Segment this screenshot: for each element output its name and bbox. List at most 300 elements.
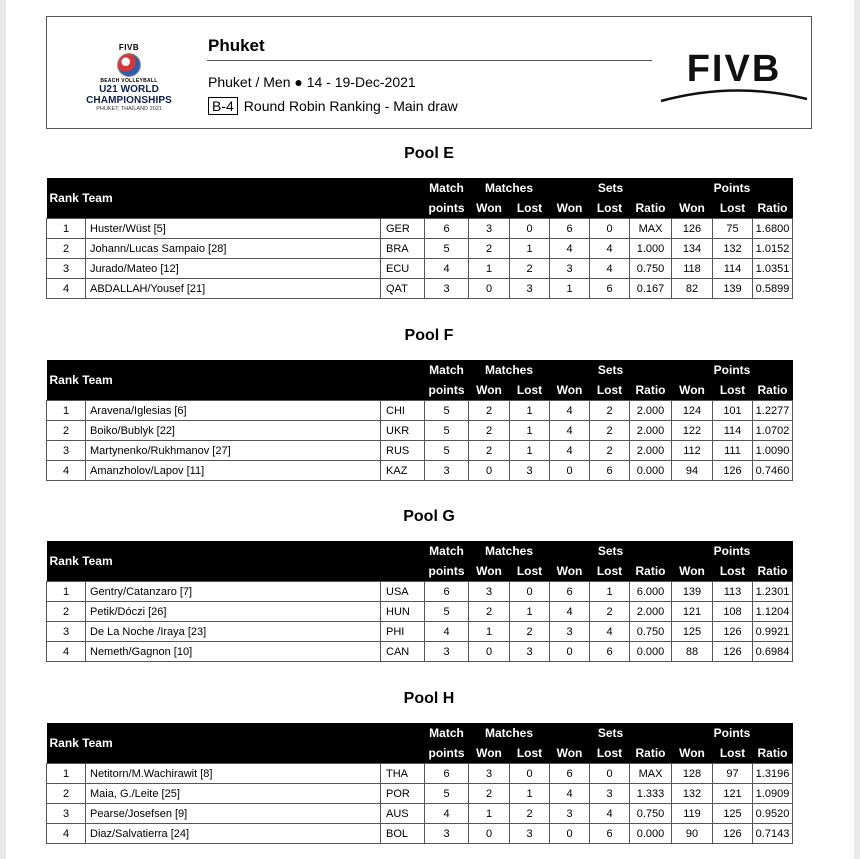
nat-header — [381, 178, 425, 219]
cell-pl: 108 — [713, 602, 753, 622]
cell-rank: 2 — [47, 421, 86, 441]
cell-team: Boiko/Bublyk [22] — [86, 421, 381, 441]
cell-team: Amanzholov/Lapov [11] — [86, 461, 381, 481]
event-logo-brand: FIVB — [118, 43, 140, 52]
cell-nat: POR — [381, 784, 425, 804]
cell-pw: 126 — [672, 219, 713, 239]
cell-mp: 5 — [425, 784, 469, 804]
rank-team-header — [47, 178, 381, 219]
sub-header-ratio: Ratio — [753, 743, 793, 764]
cell-pw: 128 — [672, 764, 713, 784]
rank-team-header — [47, 723, 381, 764]
cell-team: Jurado/Mateo [12] — [86, 259, 381, 279]
table-row — [47, 804, 833, 824]
table-row — [47, 239, 833, 259]
cell-sl: 4 — [590, 239, 630, 259]
cell-pw: 90 — [672, 824, 713, 844]
cell-sw: 1 — [550, 279, 590, 299]
match-header — [425, 360, 469, 380]
cell-pr: 0.9520 — [753, 804, 793, 824]
cell-sl: 3 — [590, 784, 630, 804]
cell-sl: 4 — [590, 622, 630, 642]
cell-sw: 3 — [550, 259, 590, 279]
cell-sr: MAX — [630, 219, 672, 239]
cell-pw: 132 — [672, 784, 713, 804]
sets-group-header: Sets — [550, 723, 672, 743]
cell-pr: 1.1204 — [753, 602, 793, 622]
cell-nat: USA — [381, 582, 425, 602]
cell-mp: 4 — [425, 259, 469, 279]
cell-pr: 1.2277 — [753, 401, 793, 421]
cell-nat: RUS — [381, 441, 425, 461]
nat-header — [381, 541, 425, 582]
cell-sl: 2 — [590, 421, 630, 441]
cell-mw: 3 — [469, 219, 510, 239]
cell-sl: 4 — [590, 804, 630, 824]
cell-mp: 6 — [425, 582, 469, 602]
cell-sr: 2.000 — [630, 441, 672, 461]
cell-rank: 3 — [47, 441, 86, 461]
cell-ml: 0 — [510, 582, 550, 602]
cell-pw: 125 — [672, 622, 713, 642]
cell-nat: BOL — [381, 824, 425, 844]
cell-team: Johann/Lucas Sampaio [28] — [86, 239, 381, 259]
cell-pl: 111 — [713, 441, 753, 461]
cell-sr: 1.000 — [630, 239, 672, 259]
cell-sl: 2 — [590, 602, 630, 622]
cell-ml: 1 — [510, 401, 550, 421]
sub-header-ratio: Ratio — [630, 561, 672, 582]
table-row — [47, 401, 833, 421]
cell-pl: 113 — [713, 582, 753, 602]
cell-mp: 4 — [425, 804, 469, 824]
cell-sw: 0 — [550, 824, 590, 844]
sub-header-lost: Lost — [713, 743, 753, 764]
rank-team-header — [47, 541, 381, 582]
cell-rank: 1 — [47, 219, 86, 239]
cell-pw: 122 — [672, 421, 713, 441]
cell-sw: 4 — [550, 441, 590, 461]
table-row — [47, 602, 833, 622]
cell-rank: 2 — [47, 602, 86, 622]
cell-rank: 2 — [47, 239, 86, 259]
cell-rank: 4 — [47, 461, 86, 481]
cell-mw: 1 — [469, 259, 510, 279]
cell-pw: 88 — [672, 642, 713, 662]
match-header-label: Match — [429, 543, 464, 558]
sub-header-won: Won — [672, 198, 713, 219]
cell-team: Diaz/Salvatierra [24] — [86, 824, 381, 844]
cell-sw: 3 — [550, 622, 590, 642]
cell-nat: ECU — [381, 259, 425, 279]
cell-sw: 0 — [550, 461, 590, 481]
cell-mp: 3 — [425, 824, 469, 844]
match-header-label: Match — [429, 725, 464, 740]
team-header: Team — [82, 554, 113, 568]
sub-header-lost: Lost — [713, 561, 753, 582]
cell-ml: 2 — [510, 804, 550, 824]
document-title: Round Robin Ranking - Main draw — [243, 98, 458, 114]
cell-ml: 1 — [510, 602, 550, 622]
cell-pw: 134 — [672, 239, 713, 259]
cell-mw: 2 — [469, 441, 510, 461]
cell-pr: 1.6800 — [753, 219, 793, 239]
cell-mp: 6 — [425, 219, 469, 239]
table-row — [47, 259, 833, 279]
cell-pl: 101 — [713, 401, 753, 421]
rank-team-header — [47, 360, 381, 401]
cell-nat: AUS — [381, 804, 425, 824]
cell-sw: 6 — [550, 764, 590, 784]
cell-pr: 1.3196 — [753, 764, 793, 784]
cell-mp: 5 — [425, 401, 469, 421]
cell-mp: 5 — [425, 602, 469, 622]
cell-pw: 118 — [672, 259, 713, 279]
cell-rank: 2 — [47, 784, 86, 804]
cell-team: Huster/Wüst [5] — [86, 219, 381, 239]
cell-sl: 6 — [590, 279, 630, 299]
table-row — [47, 461, 833, 481]
rank-header: Rank — [49, 554, 79, 568]
cell-sr: 2.000 — [630, 602, 672, 622]
cell-sr: 0.000 — [630, 461, 672, 481]
cell-team: Maia, G./Leite [25] — [86, 784, 381, 804]
cell-pr: 1.0351 — [753, 259, 793, 279]
match-header — [425, 723, 469, 743]
cell-rank: 4 — [47, 279, 86, 299]
table-row — [47, 441, 833, 461]
cell-pl: 125 — [713, 804, 753, 824]
cell-sw: 4 — [550, 421, 590, 441]
cell-rank: 3 — [47, 622, 86, 642]
cell-rank: 3 — [47, 804, 86, 824]
sub-header-won: Won — [672, 380, 713, 401]
rank-header: Rank — [49, 736, 79, 750]
points-group-header: Points — [672, 360, 793, 380]
cell-sr: 2.000 — [630, 401, 672, 421]
cell-sw: 0 — [550, 642, 590, 662]
matches-group-header: Matches — [469, 178, 550, 198]
sub-header-lost: Lost — [590, 198, 630, 219]
cell-ml: 0 — [510, 764, 550, 784]
cell-sw: 4 — [550, 602, 590, 622]
cell-sr: 2.000 — [630, 421, 672, 441]
cell-pw: 124 — [672, 401, 713, 421]
sub-header-lost: Lost — [510, 743, 550, 764]
match-header-label: Match — [429, 180, 464, 195]
points-header: points — [425, 743, 469, 764]
table-header-row-1 — [47, 178, 833, 198]
sub-header-ratio: Ratio — [630, 380, 672, 401]
cell-team: De La Noche /Iraya [23] — [86, 622, 381, 642]
pool-h-table — [46, 723, 833, 844]
cell-mp: 3 — [425, 279, 469, 299]
sub-header-won: Won — [672, 561, 713, 582]
cell-team: Pearse/Josefsen [9] — [86, 804, 381, 824]
cell-mw: 2 — [469, 602, 510, 622]
cell-pl: 139 — [713, 279, 753, 299]
cell-pl: 75 — [713, 219, 753, 239]
sub-header-lost: Lost — [510, 198, 550, 219]
cell-pr: 0.7460 — [753, 461, 793, 481]
fivb-logo-swoosh — [661, 90, 807, 101]
event-logo-line1: BEACH VOLLEYBALL — [100, 78, 158, 84]
cell-mp: 5 — [425, 441, 469, 461]
cell-mw: 2 — [469, 784, 510, 804]
title-divider — [207, 60, 652, 61]
matches-group-header: Matches — [469, 723, 550, 743]
pool-f-table — [46, 360, 833, 481]
cell-team: Netitorn/M.Wachirawit [8] — [86, 764, 381, 784]
cell-rank: 4 — [47, 824, 86, 844]
cell-team: Martynenko/Rukhmanov [27] — [86, 441, 381, 461]
points-group-header: Points — [672, 178, 793, 198]
match-header — [425, 541, 469, 561]
event-logo-location: PHUKET, THAILAND 2021 — [96, 106, 162, 112]
pool-g-table — [46, 541, 833, 662]
sub-header-lost: Lost — [713, 198, 753, 219]
cell-team: Nemeth/Gagnon [10] — [86, 642, 381, 662]
cell-ml: 2 — [510, 259, 550, 279]
pool-e-table — [46, 178, 833, 299]
sub-header-ratio: Ratio — [753, 380, 793, 401]
cell-mw: 0 — [469, 461, 510, 481]
cell-pl: 114 — [713, 421, 753, 441]
cell-sw: 3 — [550, 804, 590, 824]
sets-group-header: Sets — [550, 541, 672, 561]
cell-nat: BRA — [381, 239, 425, 259]
cell-sl: 4 — [590, 259, 630, 279]
cell-team: Gentry/Catanzaro [7] — [86, 582, 381, 602]
sub-header-ratio: Ratio — [630, 198, 672, 219]
cell-sr: 0.750 — [630, 804, 672, 824]
cell-sw: 6 — [550, 582, 590, 602]
cell-pl: 97 — [713, 764, 753, 784]
sub-header-lost: Lost — [590, 561, 630, 582]
cell-sl: 6 — [590, 461, 630, 481]
table-row — [47, 219, 833, 239]
cell-mw: 0 — [469, 824, 510, 844]
cell-mw: 1 — [469, 622, 510, 642]
cell-sr: 0.000 — [630, 642, 672, 662]
sub-header-won: Won — [469, 380, 510, 401]
cell-mw: 2 — [469, 239, 510, 259]
cell-nat: HUN — [381, 602, 425, 622]
rank-header: Rank — [49, 373, 79, 387]
cell-pr: 0.6984 — [753, 642, 793, 662]
cell-sl: 1 — [590, 582, 630, 602]
sub-header-won: Won — [469, 561, 510, 582]
cell-pl: 132 — [713, 239, 753, 259]
cell-pr: 1.0702 — [753, 421, 793, 441]
cell-sr: 0.750 — [630, 259, 672, 279]
cell-nat: KAZ — [381, 461, 425, 481]
sub-header-ratio: Ratio — [630, 743, 672, 764]
cell-nat: CHI — [381, 401, 425, 421]
cell-sr: 0.000 — [630, 824, 672, 844]
cell-sr: 0.167 — [630, 279, 672, 299]
cell-ml: 3 — [510, 461, 550, 481]
cell-pr: 1.0909 — [753, 784, 793, 804]
fivb-logo-text: FIVB — [686, 48, 782, 90]
sets-group-header: Sets — [550, 360, 672, 380]
matches-group-header: Matches — [469, 360, 550, 380]
cell-ml: 1 — [510, 441, 550, 461]
cell-sr: MAX — [630, 764, 672, 784]
cell-ml: 3 — [510, 824, 550, 844]
cell-pl: 114 — [713, 259, 753, 279]
pool-e-title: Pool E — [404, 145, 454, 162]
cell-sw: 4 — [550, 401, 590, 421]
cell-sl: 0 — [590, 764, 630, 784]
cell-mp: 6 — [425, 764, 469, 784]
cell-pl: 126 — [713, 824, 753, 844]
match-header-label: Match — [429, 362, 464, 377]
table-row — [47, 824, 833, 844]
cell-pl: 126 — [713, 642, 753, 662]
cell-team: Petik/Dóczi [26] — [86, 602, 381, 622]
cell-mw: 0 — [469, 279, 510, 299]
cell-sr: 0.750 — [630, 622, 672, 642]
cell-mp: 4 — [425, 622, 469, 642]
cell-mp: 3 — [425, 642, 469, 662]
cell-rank: 4 — [47, 642, 86, 662]
nat-header — [381, 723, 425, 764]
table-header-row-1 — [47, 723, 833, 743]
cell-ml: 2 — [510, 622, 550, 642]
document-code: B-4 — [208, 97, 238, 115]
cell-mw: 0 — [469, 642, 510, 662]
pool-f-title: Pool F — [404, 327, 454, 344]
cell-pr: 1.0152 — [753, 239, 793, 259]
sub-header-ratio: Ratio — [753, 561, 793, 582]
sub-header-won: Won — [550, 743, 590, 764]
sub-header-lost: Lost — [713, 380, 753, 401]
cell-rank: 3 — [47, 259, 86, 279]
cell-ml: 3 — [510, 642, 550, 662]
table-row — [47, 582, 833, 602]
cell-ml: 1 — [510, 239, 550, 259]
event-subline: Phuket / Men ● 14 - 19-Dec-2021 — [208, 74, 416, 90]
cell-pr: 1.0090 — [753, 441, 793, 461]
table-row — [47, 642, 833, 662]
table-row — [47, 279, 833, 299]
cell-pw: 112 — [672, 441, 713, 461]
cell-sl: 6 — [590, 824, 630, 844]
cell-sl: 2 — [590, 441, 630, 461]
sub-header-lost: Lost — [590, 380, 630, 401]
team-header: Team — [82, 736, 113, 750]
sub-header-lost: Lost — [590, 743, 630, 764]
cell-ml: 1 — [510, 784, 550, 804]
cell-sl: 6 — [590, 642, 630, 662]
match-header — [425, 178, 469, 198]
cell-sr: 6.000 — [630, 582, 672, 602]
cell-mp: 3 — [425, 461, 469, 481]
table-row — [47, 622, 833, 642]
points-group-header: Points — [672, 541, 793, 561]
cell-sl: 0 — [590, 219, 630, 239]
cell-pw: 121 — [672, 602, 713, 622]
sub-header-won: Won — [469, 743, 510, 764]
cell-pl: 121 — [713, 784, 753, 804]
event-logo-title: U21 WORLD CHAMPIONSHIPS — [86, 84, 172, 106]
cell-nat: QAT — [381, 279, 425, 299]
table-row — [47, 784, 833, 804]
page-title: Phuket — [208, 36, 265, 55]
cell-sw: 6 — [550, 219, 590, 239]
cell-pl: 126 — [713, 622, 753, 642]
pool-h-title: Pool H — [403, 690, 455, 707]
sub-header-won: Won — [469, 198, 510, 219]
cell-mw: 2 — [469, 421, 510, 441]
cell-pw: 119 — [672, 804, 713, 824]
cell-pr: 0.7143 — [753, 824, 793, 844]
pool-g-title: Pool G — [403, 508, 455, 525]
fivb-logo — [659, 43, 809, 103]
cell-team: ABDALLAH/Yousef [21] — [86, 279, 381, 299]
cell-mw: 2 — [469, 401, 510, 421]
sub-header-won: Won — [550, 198, 590, 219]
cell-ml: 1 — [510, 421, 550, 441]
cell-mw: 3 — [469, 764, 510, 784]
cell-mp: 5 — [425, 239, 469, 259]
sets-group-header: Sets — [550, 178, 672, 198]
points-header: points — [425, 380, 469, 401]
cell-sw: 4 — [550, 239, 590, 259]
sub-header-ratio: Ratio — [753, 198, 793, 219]
cell-nat: UKR — [381, 421, 425, 441]
team-header: Team — [82, 373, 113, 387]
cell-pr: 0.9921 — [753, 622, 793, 642]
cell-sw: 4 — [550, 784, 590, 804]
matches-group-header: Matches — [469, 541, 550, 561]
document-header — [46, 16, 812, 129]
table-row — [47, 764, 833, 784]
points-header: points — [425, 561, 469, 582]
sub-header-won: Won — [672, 743, 713, 764]
cell-pw: 94 — [672, 461, 713, 481]
volleyball-icon — [117, 53, 141, 77]
cell-sl: 2 — [590, 401, 630, 421]
team-header: Team — [82, 191, 113, 205]
sub-header-lost: Lost — [510, 561, 550, 582]
cell-ml: 3 — [510, 279, 550, 299]
cell-mp: 5 — [425, 421, 469, 441]
table-row — [47, 421, 833, 441]
cell-team: Aravena/Iglesias [6] — [86, 401, 381, 421]
document-line — [208, 97, 458, 115]
points-group-header: Points — [672, 723, 793, 743]
cell-sr: 1.333 — [630, 784, 672, 804]
cell-mw: 3 — [469, 582, 510, 602]
sub-header-won: Won — [550, 380, 590, 401]
cell-pr: 1.2301 — [753, 582, 793, 602]
event-logo — [61, 43, 197, 112]
cell-pr: 0.5899 — [753, 279, 793, 299]
sub-header-won: Won — [550, 561, 590, 582]
cell-mw: 1 — [469, 804, 510, 824]
cell-pw: 139 — [672, 582, 713, 602]
cell-ml: 0 — [510, 219, 550, 239]
points-header: points — [425, 198, 469, 219]
rank-header: Rank — [49, 191, 79, 205]
nat-header — [381, 360, 425, 401]
cell-nat: CAN — [381, 642, 425, 662]
table-header-row-1 — [47, 541, 833, 561]
cell-pw: 82 — [672, 279, 713, 299]
cell-nat: THA — [381, 764, 425, 784]
